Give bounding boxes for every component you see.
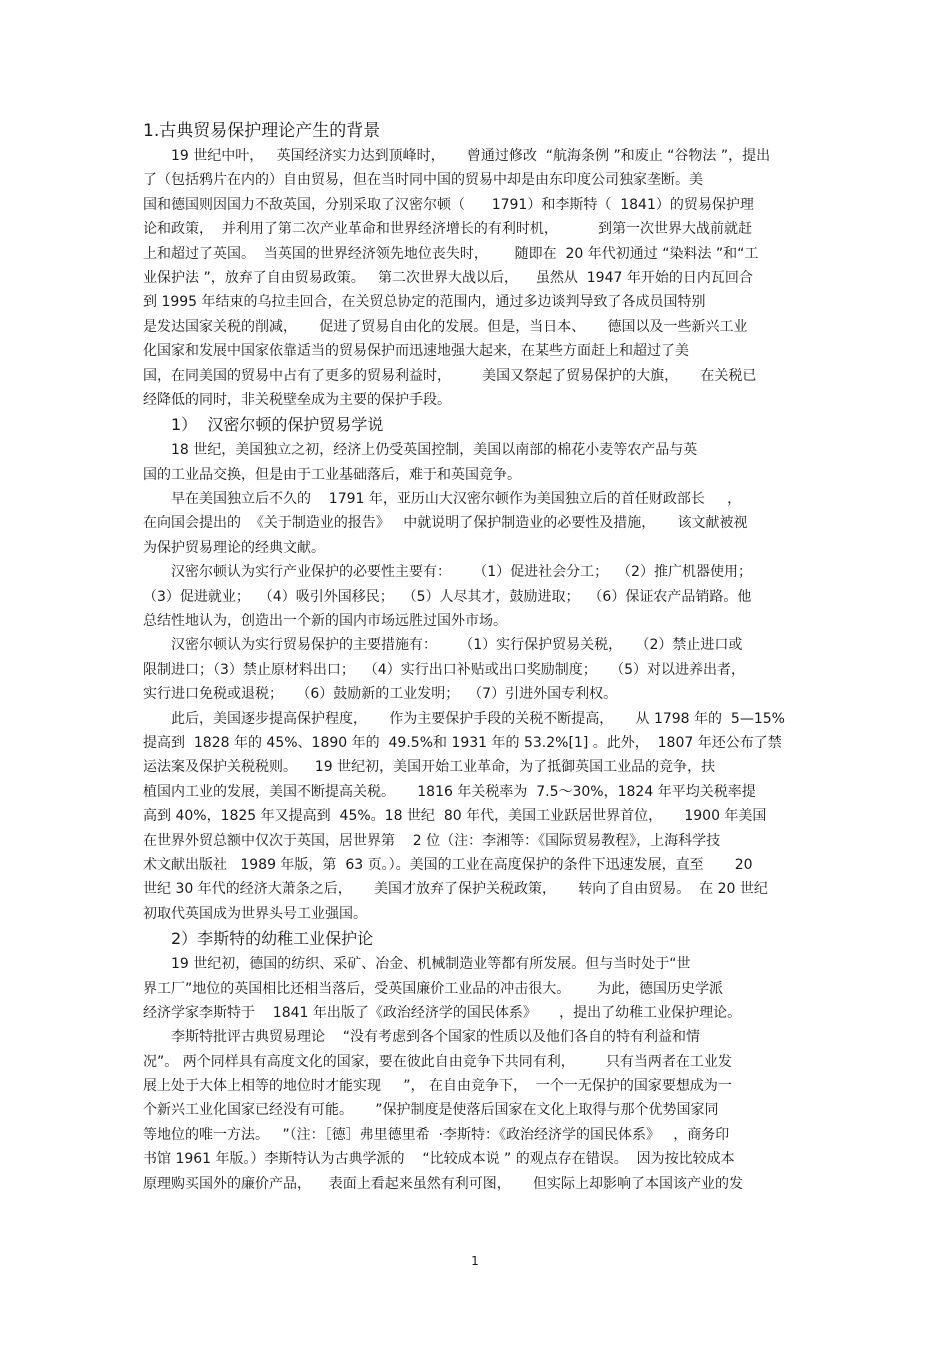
text-line: 初取代英国成为世界头号工业强国。	[143, 905, 367, 922]
text-line: 运法案及保护关税税则。 19 世纪初，美国开始工业革命，为了抵御英国工业品的竞争，扶	[143, 759, 716, 776]
text-line: 了（包括鸦片在内的）自由贸易，但在当时同中国的贸易中却是由东印度公司独家垄断。美	[143, 172, 703, 189]
text-line: 化国家和发展中国家依靠适当的贸易保护而迅速地强大起来，在某些方面赶上和超过了美	[143, 343, 689, 360]
text-line: 况”。 两个同样具有高度文化的国家，要在彼此自由竞争下共同有利， 只有当两者在工业发	[143, 1053, 732, 1070]
text-line: 个新兴工业化国家已经没有可能。 ”保护制度是使落后国家在文化上取得与那个优势国家同	[143, 1102, 719, 1119]
document-body	[143, 118, 808, 1196]
text-line: 限制进口；（3）禁止原材料出口； （4）实行出口补贴或出口奖励制度； （5）对以进养出者，	[143, 661, 745, 678]
text-line: 书馆 1961 年版。）李斯特认为古典学派的 “比较成本说 ” 的观点存在错误。 因为按比较成本	[143, 1151, 735, 1168]
text-line: 在向国会提出的 《关于制造业的报告》 中就说明了保护制造业的必要性及措施， 该文献被视	[143, 515, 748, 532]
text-line: 上和超过了英国。 当英国的世界经济领先地位丧失时， 随即在 20 年代初通过 “染料法 ”和“工	[143, 245, 759, 262]
section-heading-background: 1.古典贸易保护理论产生的背景	[143, 121, 381, 141]
text-line: 业保护法 ”，放弃了自由贸易政策。 第二次世界大战以后， 虽然从 1947 年开始的日内瓦回合	[143, 269, 753, 286]
text-line: 是发达国家关税的削减， 促进了贸易自由化的发展。但是，当日本、 德国以及一些新兴工业	[143, 318, 748, 335]
text-line: 提高到 1828 年的 45%、1890 年的 49.5%和 1931 年的 53.2%[1] 。此外， 1807 年还公布了禁	[143, 734, 782, 751]
text-line: （3）促进就业； （4）吸引外国移民； （5）人尽其才，鼓励进取； （6）保证农产品销路。他	[143, 588, 752, 605]
section-heading-hamilton: 1） 汉密尔顿的保护贸易学说	[171, 415, 384, 435]
text-line: 国，在同美国的贸易中占有了更多的贸易利益时， 美国又祭起了贸易保护的大旗， 在关税已	[143, 367, 757, 384]
text-line: 总结性地认为，创造出一个新的国内市场远胜过国外市场。	[143, 613, 507, 630]
text-line: 高到 40%，1825 年又提高到 45%。18 世纪 80 年代，美国工业跃居世界首位， 1900 年美国	[143, 808, 767, 825]
text-line: 实行进口免税或退税； （6）鼓励新的工业发明； （7）引进外国专利权。	[143, 686, 618, 703]
text-line: 世纪 30 年代的经济大萧条之后， 美国才放弃了保护关税政策， 转向了自由贸易。 在 20 世纪	[143, 881, 768, 898]
text-line: 18 世纪，美国独立之初，经济上仍受英国控制，美国以南部的棉花小麦等农产品与英	[171, 442, 698, 459]
text-line: 植国内工业的发展，美国不断提高关税。 1816 年关税率为 7.5～30%，1824 年平均关税率提	[143, 783, 756, 800]
text-line: 到 1995 年结束的乌拉圭回合，在关贸总协定的范围内，通过多边谈判导致了各成员国特别	[143, 294, 706, 311]
text-line: 19 世纪中叶， 英国经济实力达到顶峰时， 曾通过修改 “航海条例 ”和废止 “谷物法 ”，提出	[171, 148, 771, 164]
text-line: 经降低的同时，非关税壁垒成为主要的保护手段。	[143, 391, 451, 408]
text-line: 论和政策， 并利用了第二次产业革命和世界经济增长的有利时机， 到第一次世界大战前就赶	[143, 221, 752, 238]
text-line: 原理购买国外的廉价产品， 表面上看起来虽然有利可图， 但实际上却影响了本国该产业的发	[143, 1175, 744, 1192]
text-line: 汉密尔顿认为实行产业保护的必要性主要有： （1）促进社会分工； （2）推广机器使用；	[171, 564, 752, 581]
text-line: 李斯特批评古典贸易理论 “没有考虑到各个国家的性质以及他们各自的特有利益和情	[171, 1029, 701, 1046]
page-number: 1	[471, 1254, 479, 1268]
text-line: 为保护贸易理论的经典文献。	[143, 539, 325, 556]
text-line: 展上处于大体上相等的地位时才能实现 ”， 在自由竞争下， 一个一无保护的国家要想成为一	[143, 1078, 732, 1095]
text-line: 19 世纪初，德国的纺织、采矿、冶金、机械制造业等都有所发展。但与当时处于“世	[171, 956, 691, 973]
text-line: 在世界外贸总额中仅次于英国，居世界第 2 位（注：李湘等：《国际贸易教程》，上海科学技	[143, 832, 721, 849]
text-line: 等地位的唯一方法。 ”（注：［德］弗里德里希 ·李斯特：《政治经济学的国民体系》 ，商务印	[143, 1126, 730, 1143]
text-line: 早在美国独立后不久的 1791 年，亚历山大汉密尔顿作为美国独立后的首任财政部长 ，	[171, 491, 742, 508]
text-line: 国的工业品交换，但是由于工业基础落后，难于和英国竞争。	[143, 466, 521, 483]
text-line: 术文献出版社 1989 年版，第 63 页。）。美国的工业在高度保护的条件下迅速发展，直至 20	[143, 856, 753, 873]
text-line: 国和德国则因国力不敌英国，分别采取了汉密尔顿（ 1791）和李斯特（ 1841）的贸易保护理	[143, 196, 754, 213]
text-line: 经济学家李斯特于 1841 年出版了《政治经济学的国民体系》 ，提出了幼稚工业保护理论。	[143, 1004, 742, 1021]
text-line: 界工厂”地位的英国相比还相当落后，受英国廉价工业品的冲击很大。 为此，德国历史学派	[143, 980, 723, 997]
text-line: 此后，美国逐步提高保护程度， 作为主要保护手段的关税不断提高， 从 1798 年的 5—15%	[171, 710, 785, 727]
text-line: 汉密尔顿认为实行贸易保护的主要措施有： （1）实行保护贸易关税， （2）禁止进口或	[171, 637, 743, 654]
section-heading-list: 2）李斯特的幼稚工业保护论	[171, 929, 374, 949]
